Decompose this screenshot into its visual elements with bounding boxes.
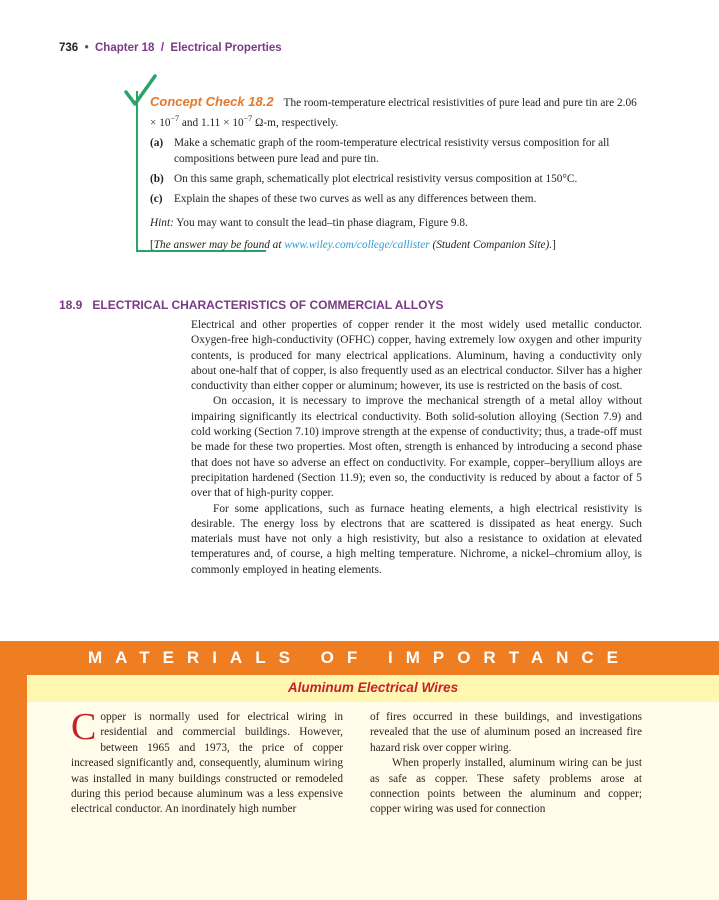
exponent-2: −7 [243, 114, 253, 123]
concept-check-title: Concept Check 18.2 [150, 94, 274, 109]
intro-text-3: Ω-m, respectively. [252, 116, 339, 129]
exponent-1: −7 [170, 114, 180, 123]
hint-label: Hint: [150, 216, 174, 229]
drop-cap: C [71, 706, 97, 748]
answer-bracket-open: [ [150, 238, 154, 251]
materials-banner-title: MATERIALS OF IMPORTANCE [88, 648, 631, 667]
section-heading [59, 298, 443, 312]
concept-check-rule-vertical [136, 91, 138, 252]
question-label: (a) [150, 136, 164, 149]
chapter-title: Electrical Properties [170, 42, 282, 54]
question-item-c [150, 191, 645, 207]
intro-text-1: The room-temperature electrical resistivities of pure lead and pure tin are 2.06 × 10 [150, 97, 637, 129]
question-label: (c) [150, 192, 163, 205]
question-item-b [150, 171, 645, 187]
materials-side-strip [0, 675, 27, 900]
concept-check-intro [150, 94, 645, 131]
answer-suffix: (Student Companion Site). [429, 238, 553, 251]
paragraph: Electrical and other properties of copper render it the most widely used metallic conductor. Oxygen-free high-conductivity (OFHC) copper, having extremely low oxygen and other impurity contents, is produced for many electrical applications. Aluminum, having a conductivity only about one-half that of copper, is also frequently used as an electrical conductor. Silver has a higher conductivity than either copper or aluminum; however, its use is restricted on the basis of cost. [191, 319, 642, 393]
hint [150, 215, 645, 231]
paragraph [71, 706, 343, 818]
paragraph: of fires occurred in these buildings, and investigations revealed that the use of aluminum posed an increased fire hazard risk over copper wiring. [370, 711, 642, 754]
header-separator: • [84, 42, 89, 54]
answer-link[interactable]: www.wiley.com/college/callister [284, 238, 430, 251]
materials-column-left [71, 706, 343, 818]
left-column-text: opper is normally used for electrical wiring in residential and commercial buildings. However, between 1965 and 1973, the price of copper increased significantly and, consequently, aluminum wiring was installed in many buildings constructed or remodeled during this period because aluminum was a less expensive electrical conductor. An inordinately high number [71, 711, 343, 816]
chapter-label: Chapter 18 [95, 42, 155, 54]
answer-bracket-close: ] [552, 238, 556, 251]
materials-subtitle: Aluminum Electrical Wires [287, 680, 459, 695]
concept-check [150, 94, 645, 253]
question-text: Make a schematic graph of the room-temperature electrical resistivity versus composition for all compositions between pure lead and pure tin. [174, 136, 610, 165]
paragraph: On occasion, it is necessary to improve the mechanical strength of a metal alloy without impairing significantly its electrical conductivity. Both solid-solution alloying (Section 7.9) and cold working (Section 7.10) improve strength at the expense of conductivity; thus, a trade-off must be made for these two properties. Most often, strength is enhanced by introducing a second phase that does not have so adverse an effect on conductivity. For example, copper–beryllium alloys are precipitation hardened (Section 11.9); even so, the conductivity is reduced by about a factor of 5 over that of high-purity copper. [191, 395, 642, 500]
answer-text: The answer may be found at [153, 238, 285, 251]
section-number: 18.9 [59, 298, 83, 312]
answer-note [150, 237, 645, 253]
question-text: Explain the shapes of these two curves as well as any differences between them. [174, 192, 537, 205]
question-text: On this same graph, schematically plot electrical resistivity versus composition at 150°C. [174, 172, 578, 185]
hint-text: You may want to consult the lead–tin phase diagram, Figure 9.8. [173, 216, 468, 229]
section-body [191, 318, 642, 578]
question-item-a [150, 135, 645, 167]
question-label: (b) [150, 172, 164, 185]
page-number: 736 [59, 42, 79, 54]
running-header [59, 42, 282, 54]
intro-text-2: and 1.11 × 10 [179, 116, 244, 129]
header-slash: / [160, 42, 165, 54]
paragraph: For some applications, such as furnace heating elements, a high electrical resistivity is desirable. The energy loss by electrons that are scattered is dissipated as heat energy. Such materials must have not only a high resistivity, but also a resistance to oxidation at elevated temperatures and, of course, a high melting temperature. Nichrome, a nickel–chromium alloy, is commonly employed in heating elements. [191, 502, 642, 576]
section-title: ELECTRICAL CHARACTERISTICS OF COMMERCIAL ALLOYS [92, 298, 444, 312]
paragraph: When properly installed, aluminum wiring can be just as safe as copper. These safety problems arose at connection points between the aluminum and copper; copper wiring was used for connection [370, 757, 642, 816]
materials-column-right [370, 710, 642, 818]
